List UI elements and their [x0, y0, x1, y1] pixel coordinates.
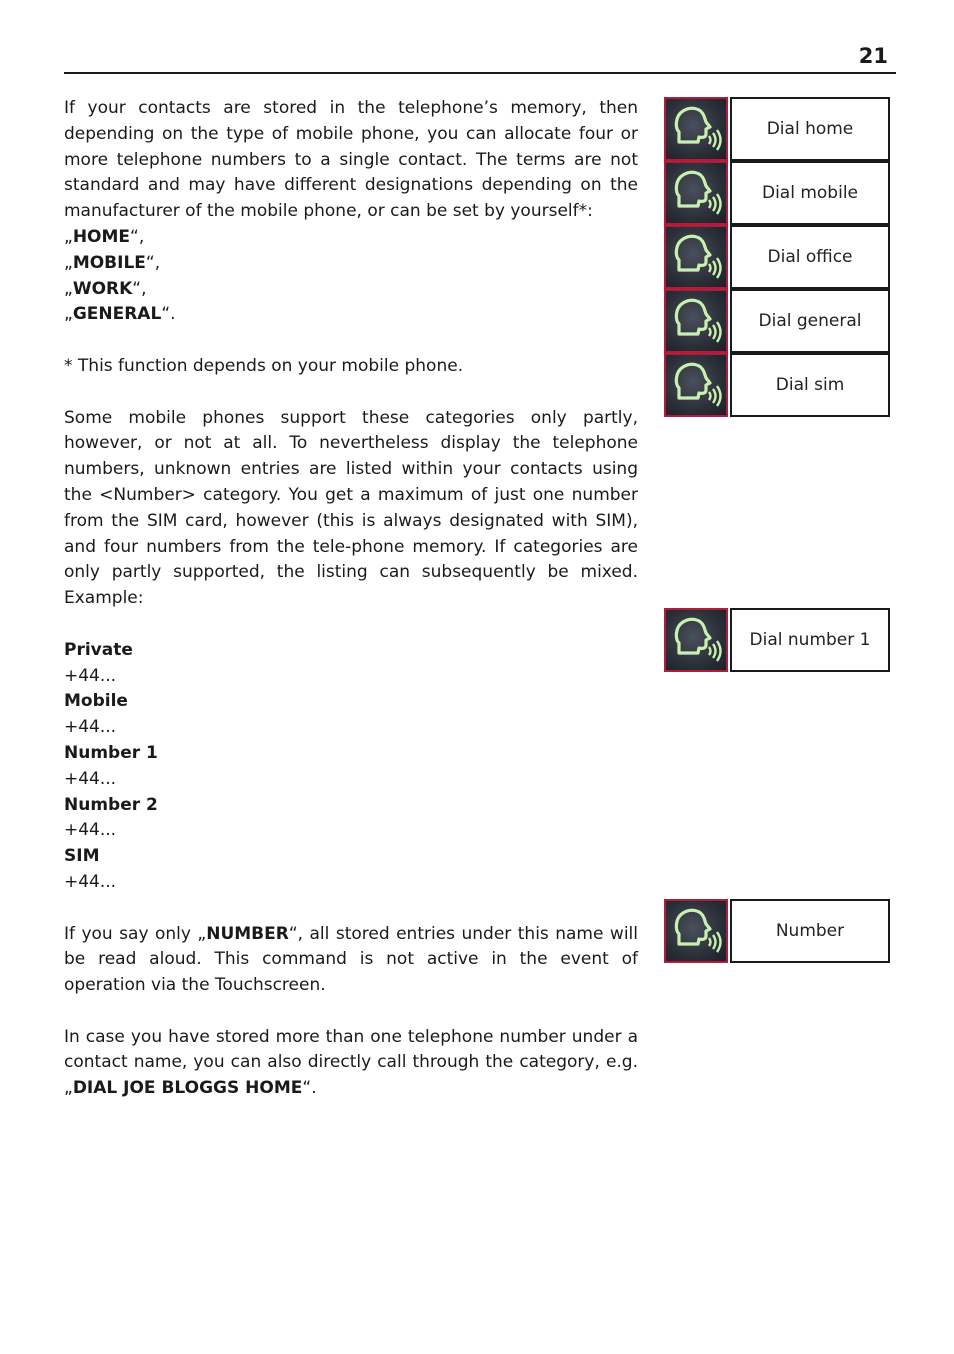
page-number: 21 — [858, 44, 888, 68]
voice-command-row — [664, 161, 890, 225]
voice-command-group-number-1 — [664, 608, 890, 672]
intro-section — [64, 96, 638, 1102]
example-label: Mobile — [64, 691, 128, 712]
voice-command-label: Dial mobile — [730, 161, 890, 225]
example-label: Private — [64, 639, 133, 660]
voice-speaking-head-icon — [664, 608, 728, 672]
categories-paragraph: Some mobile phones support these categories only partly, however, or not at all. To nevertheless display the telephone numbers, unknown entries are listed within your contacts using the <Number> category. You get a maximum of just one number from the SIM card, however (this is always designated with SIM), and four numbers from the tele-phone memory. If categories are only partly supported, the listing can subsequently be mixed. Example: — [64, 407, 638, 609]
example-value: +44... — [64, 665, 117, 686]
example-label: Number 1 — [64, 742, 158, 763]
voice-command-label: Number — [730, 899, 890, 963]
number-command-paragraph: If you say only „NUMBER“, all stored entries under this name will be read aloud. This command is not active in the event of operation via the Touchscreen. — [64, 923, 638, 996]
voice-speaking-head-icon — [664, 161, 728, 225]
voice-command-label: Dial general — [730, 289, 890, 353]
voice-command-row — [664, 608, 890, 672]
example-list — [64, 638, 638, 896]
example-label: Number 2 — [64, 794, 158, 815]
example-label: SIM — [64, 846, 100, 867]
term-mobile: „MOBILE“, — [64, 252, 161, 273]
voice-command-label: Dial home — [730, 97, 890, 161]
voice-speaking-head-icon — [664, 225, 728, 289]
voice-command-row — [664, 97, 890, 161]
voice-command-row — [664, 353, 890, 417]
term-work: „WORK“, — [64, 278, 147, 299]
dial-command-paragraph: In case you have stored more than one telephone number under a contact name, you can also directly call through the category, e.g. „DIAL JOE BLOGGS HOME“. — [64, 1026, 638, 1099]
header-rule — [64, 72, 896, 74]
intro-paragraph: If your contacts are stored in the telephone’s memory, then depending on the type of mobile phone, you can allocate four or more telephone numbers to a single contact. The terms are not standard and may have different designations depending on the manufacturer of the mobile phone, or can be set by yourself*: — [64, 98, 638, 222]
voice-speaking-head-icon — [664, 353, 728, 417]
voice-speaking-head-icon — [664, 289, 728, 353]
voice-speaking-head-icon — [664, 899, 728, 963]
voice-command-row — [664, 289, 890, 353]
example-value: +44... — [64, 717, 117, 738]
voice-command-row — [664, 899, 890, 963]
voice-command-group-number — [664, 899, 890, 963]
voice-command-row — [664, 225, 890, 289]
voice-command-group-dial — [664, 97, 890, 417]
example-value: +44... — [64, 871, 117, 892]
term-general: „GENERAL“. — [64, 304, 176, 325]
voice-command-label: Dial sim — [730, 353, 890, 417]
term-home: „HOME“, — [64, 226, 145, 247]
voice-speaking-head-icon — [664, 97, 728, 161]
example-value: +44... — [64, 820, 117, 841]
example-value: +44... — [64, 768, 117, 789]
voice-command-label: Dial number 1 — [730, 608, 890, 672]
voice-command-label: Dial office — [730, 225, 890, 289]
footnote: * This function depends on your mobile phone. — [64, 355, 464, 376]
